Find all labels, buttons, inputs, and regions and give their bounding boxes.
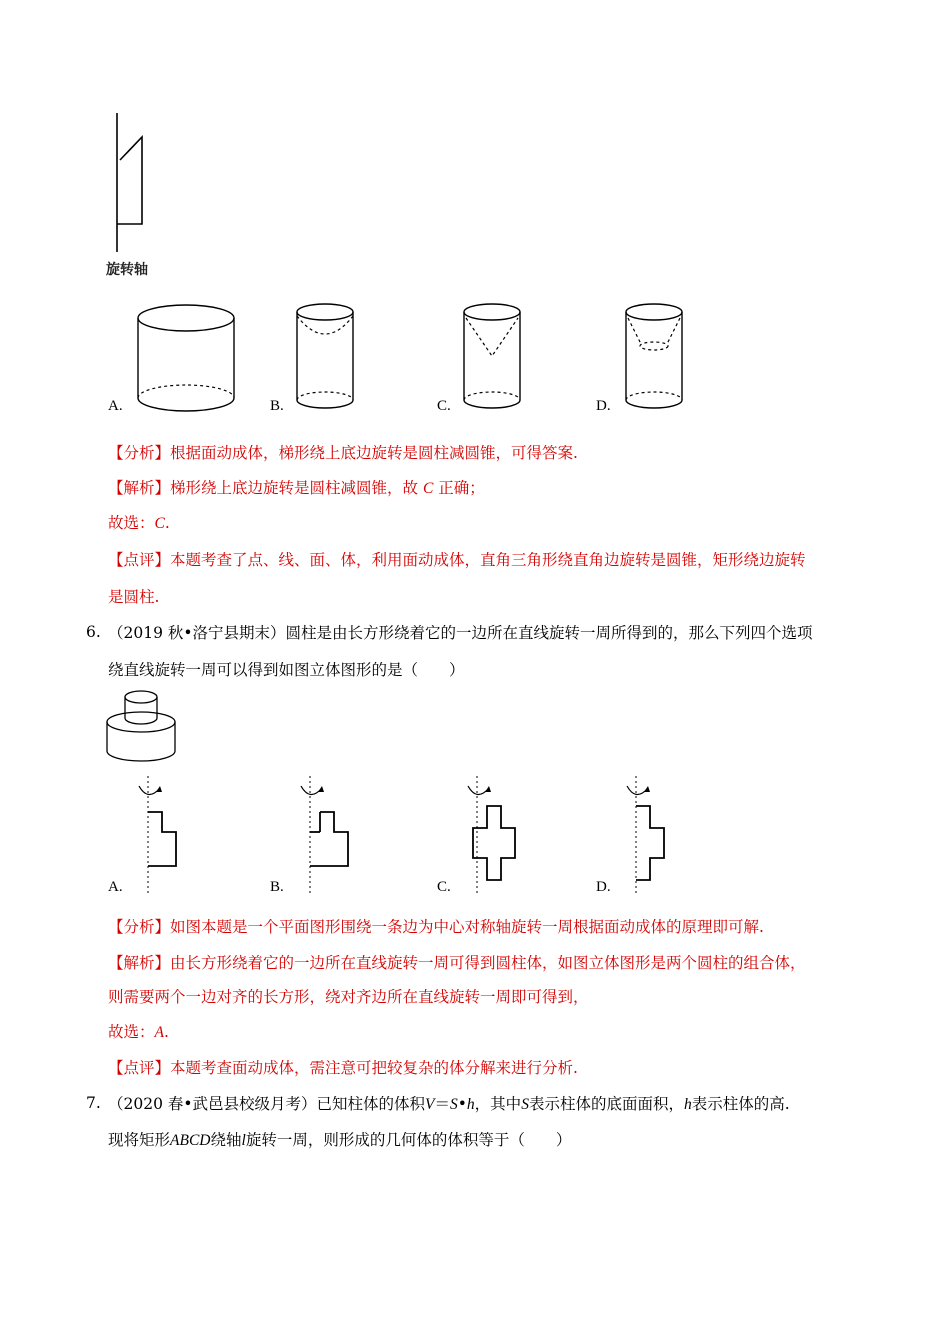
q7-var-s: S (450, 1096, 458, 1113)
q7-stem-c: 表示柱体的底面面积， (528, 1095, 684, 1113)
q7-dot: • (457, 1095, 467, 1113)
q6-comment: 【点评】本题考查面动成体，需注意可把较复杂的体分解来进行分析. (108, 1059, 578, 1077)
q7-var-v: V (425, 1096, 435, 1113)
q6-answer (108, 1022, 169, 1043)
q5-comment-line1: 【点评】本题考查了点、线、面、体，利用面动成体，直角三角形绕直角边旋转是圆锥，矩形绕边旋转 (108, 551, 806, 569)
q7-stem-line2 (108, 1130, 571, 1151)
option-label-a: A. (108, 398, 123, 414)
q7-var-h: h (466, 1096, 475, 1113)
q5-analysis: 【分析】根据面动成体，梯形绕上底边旋转是圆柱减圆锥，可得答案. (108, 444, 578, 462)
q7-line2-c: 旋转一周，则形成的几何体的体积等于（ ） (245, 1131, 572, 1149)
q7-number: 7. (86, 1094, 101, 1112)
q6-option-label-b: B. (270, 879, 284, 895)
q6-stem-line1: （2019 秋•洛宁县期末）圆柱是由长方形绕着它的一边所在直线旋转一周所得到的，那么下列四个选项 (108, 624, 813, 642)
q7-var-abcd: ABCD (170, 1132, 211, 1149)
q5-solution-var: C (422, 480, 434, 497)
q6-number: 6. (86, 623, 101, 641)
q7-line2-b: 绕轴 (210, 1131, 242, 1149)
q5-solution-suffix: 正确； (438, 479, 485, 497)
q6-analysis: 【分析】如图本题是一个平面图形围绕一条边为中心对称轴旋转一周根据面动成体的原理即可解. (108, 918, 764, 936)
option-label-b: B. (270, 398, 284, 414)
q5-solution-text: 【解析】梯形绕上底边旋转是圆柱减圆锥，故 (108, 479, 419, 497)
q6-answer-var: A (154, 1024, 164, 1041)
q7-var-s2: S (521, 1096, 529, 1113)
q7-var-l: l (241, 1132, 246, 1149)
q7-stem-a: （2020 春•武邑县校级月考）已知柱体的体积 (108, 1095, 426, 1113)
option-label-c: C. (437, 398, 451, 414)
q5-answer-suffix: . (164, 514, 170, 532)
q6-answer-suffix: . (163, 1023, 169, 1041)
q5-comment-line2: 是圆柱. (108, 588, 160, 606)
q7-stem-line1 (108, 1094, 790, 1115)
rotation-axis-caption: 旋转轴 (106, 262, 148, 278)
q6-answer-prefix: 故选： (108, 1023, 155, 1041)
q6-stem-line2: 绕直线旋转一周可以得到如图立体图形的是（ ） (108, 661, 465, 679)
q7-stem-d: 表示柱体的高. (691, 1095, 790, 1113)
q7-line2-a: 现将矩形 (108, 1131, 171, 1149)
q6-solution-line1: 【解析】由长方形绕着它的一边所在直线旋转一周可得到圆柱体，如图立体图形是两个圆柱的组合体， (108, 954, 806, 972)
q7-var-h2: h (683, 1096, 692, 1113)
q5-answer-var: C (154, 515, 165, 532)
q5-answer-prefix: 故选： (108, 514, 155, 532)
q7-eq: ＝ (434, 1095, 451, 1113)
q6-option-label-a: A. (108, 879, 123, 895)
q6-option-label-c: C. (437, 879, 451, 895)
option-label-d: D. (596, 398, 611, 414)
q7-stem-b: ，其中 (474, 1095, 522, 1113)
q6-option-label-d: D. (596, 879, 611, 895)
q6-solution-line2: 则需要两个一边对齐的长方形，绕对齐边所在直线旋转一周即可得到， (108, 988, 589, 1006)
